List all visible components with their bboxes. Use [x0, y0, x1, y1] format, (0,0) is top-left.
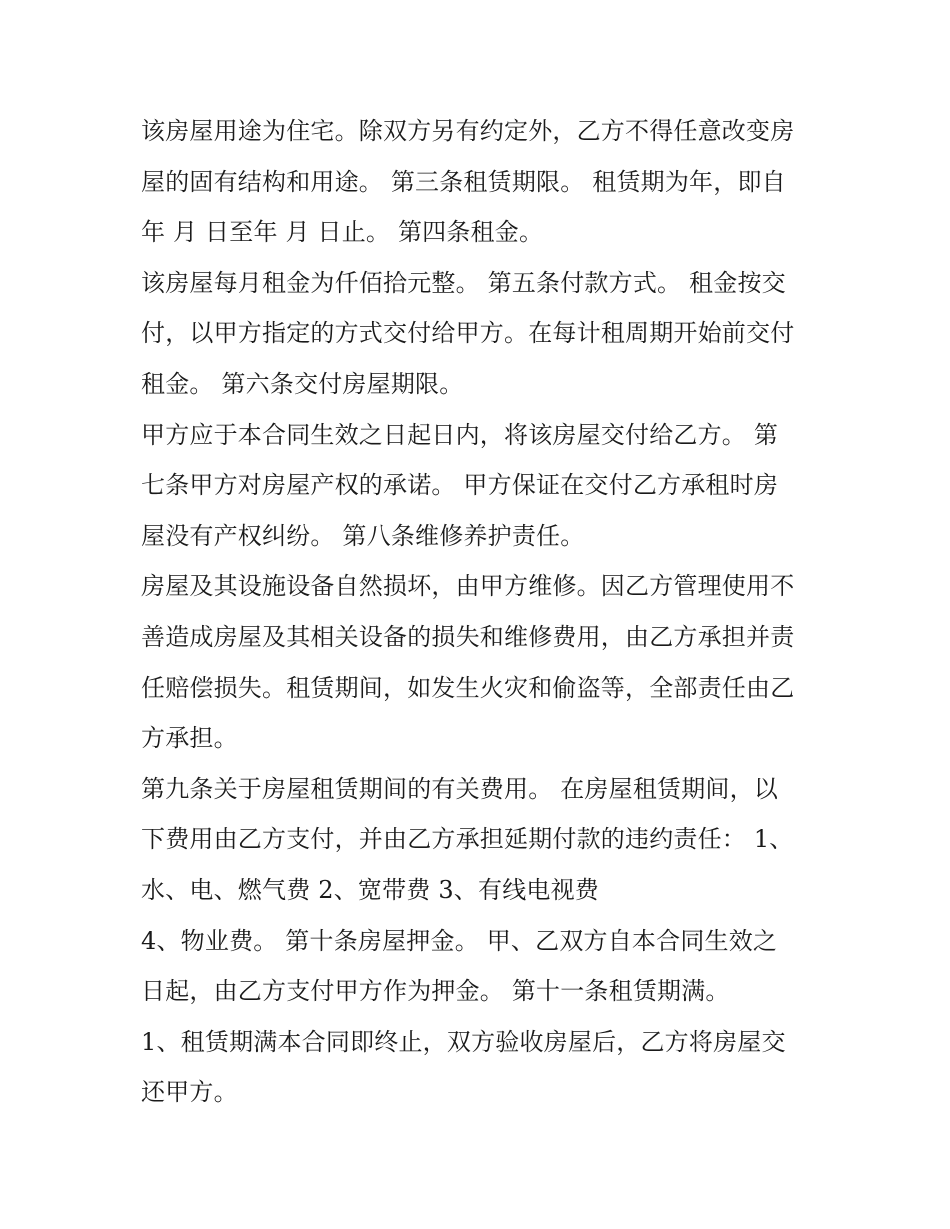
text-line: 屋没有产权纠纷。 第八条维修养护责任。 — [141, 521, 585, 550]
text-line: 1、租赁期满本合同即终止，双方验收房屋后，乙方将房屋交 — [141, 1027, 786, 1056]
text-line: 七条甲方对房屋产权的承诺。 甲方保证在交付乙方承租时房 — [141, 471, 779, 500]
text-line: 4、物业费。 第十条房屋押金。 甲、乙双方自本合同生效之 — [141, 926, 778, 955]
text-line: 第九条关于房屋租赁期间的有关费用。 在房屋租赁期间，以 — [141, 774, 779, 803]
document-body — [141, 106, 821, 1118]
text-line: 下费用由乙方支付，并由乙方承担延期付款的违约责任： 1、 — [141, 825, 794, 854]
text-line: 水、电、燃气费 2、宽带费 3、有线电视费 — [141, 875, 599, 904]
text-line: 租金。 第六条交付房屋期限。 — [141, 369, 464, 398]
text-line: 甲方应于本合同生效之日起日内，将该房屋交付给乙方。 第 — [141, 420, 779, 449]
text-line: 日起，由乙方支付甲方作为押金。 第十一条租赁期满。 — [141, 977, 730, 1006]
text-line: 方承担。 — [141, 724, 238, 753]
text-line: 年 月 日至年 月 日止。 第四条租金。 — [141, 218, 544, 247]
text-line: 该房屋用途为住宅。除双方另有约定外，乙方不得任意改变房 — [141, 117, 795, 145]
text-line: 房屋及其设施设备自然损坏，由甲方维修。因乙方管理使用不 — [141, 572, 795, 601]
text-line: 善造成房屋及其相关设备的损失和维修费用，由乙方承担并责 — [141, 622, 795, 651]
text-line: 还甲方。 — [141, 1078, 238, 1107]
text-line: 任赔偿损失。租赁期间，如发生火灾和偷盗等，全部责任由乙 — [141, 673, 795, 702]
text-line: 付，以甲方指定的方式交付给甲方。在每计租周期开始前交付 — [141, 319, 795, 348]
text-line: 屋的固有结构和用途。 第三条租赁期限。 租赁期为年，即自 — [141, 167, 786, 196]
text-line: 该房屋每月租金为仟佰拾元整。 第五条付款方式。 租金按交 — [141, 268, 786, 297]
